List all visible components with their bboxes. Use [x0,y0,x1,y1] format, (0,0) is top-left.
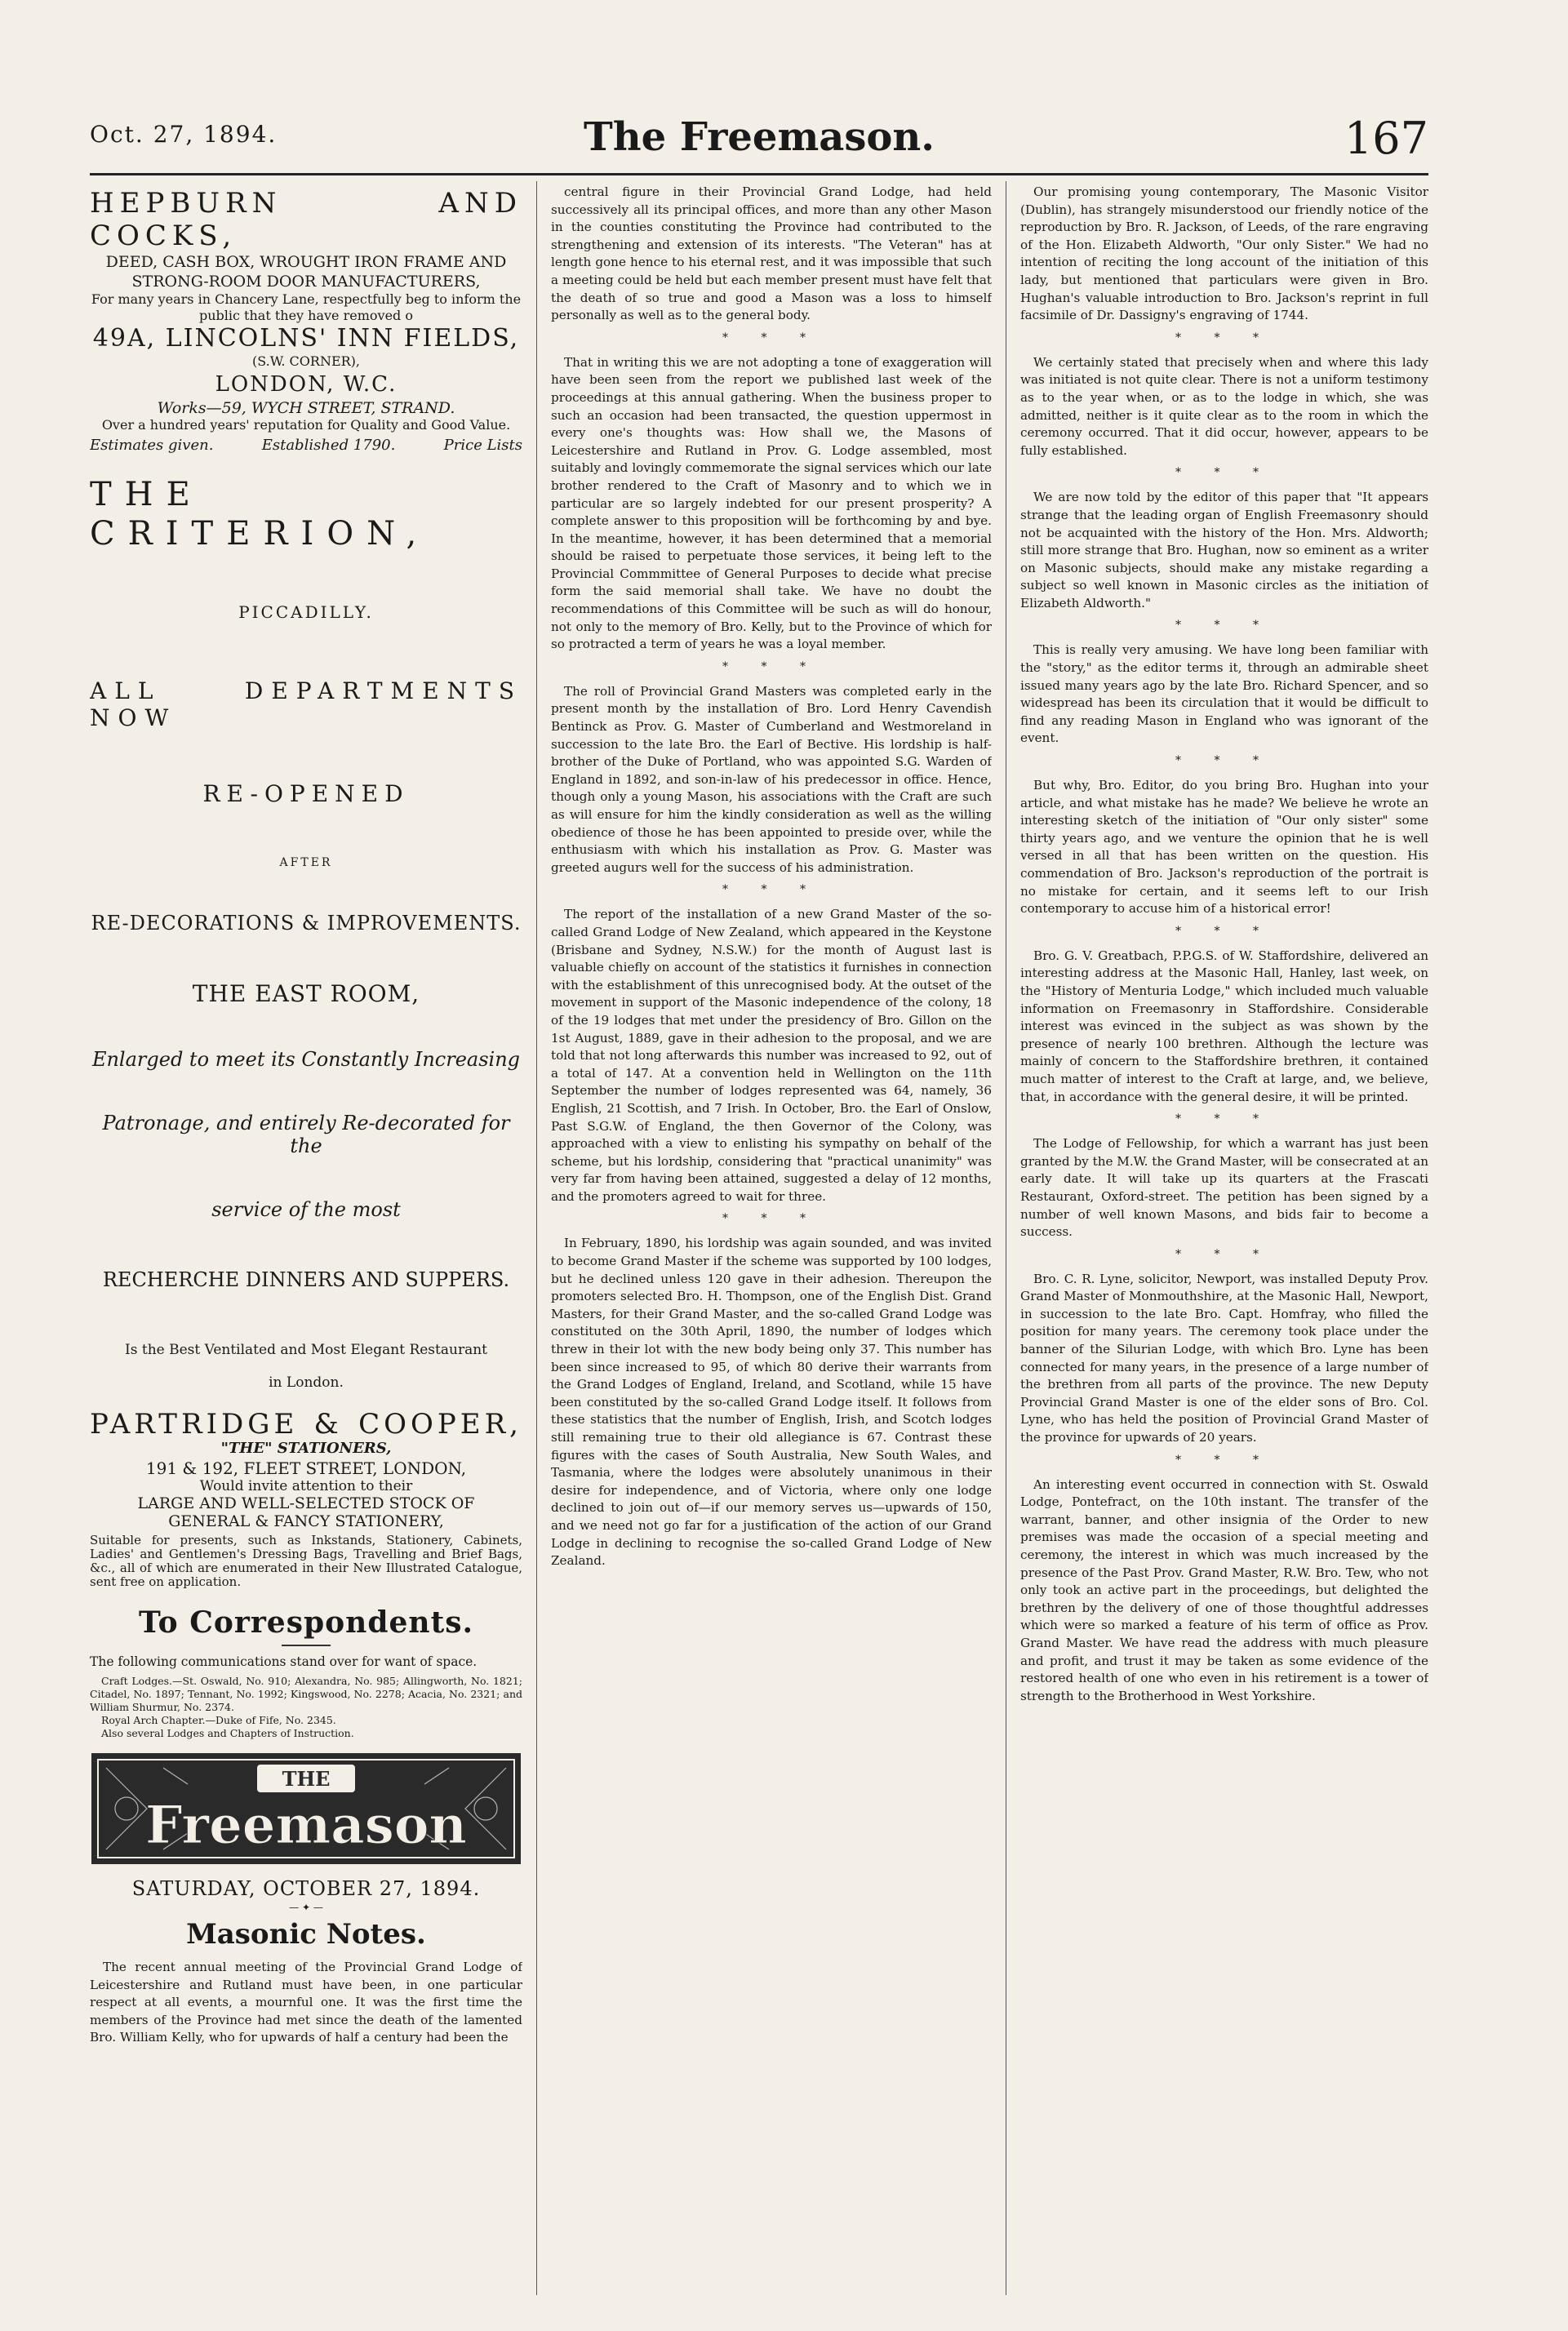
page-number: 167 [1344,113,1428,164]
ad-address: 49A, LINCOLNS' INN FIELDS, [92,324,520,353]
section-separator: * * * [1175,331,1273,344]
paragraph: The Lodge of Fellowship, for which a warrant has just been granted by the M.W. the Grand Master, will be consecrated at an early date. It will take up its quarters at the Frascati Restaurant, Oxford-street. The petition has been signed by a number of well known Masons, and bids fair to become a success. [1020,1136,1428,1240]
paragraph: We certainly stated that precisely when and where this lady was initiated is not quite clear. There is not a uniform testimony as to the year when, or as to the lodge in which, she was admitted, neither is it quite clear as to the room in which the ceremony occurred. That it did occur, however, appears to be fully established. [1020,354,1428,458]
ad-line: Is the Best Ventilated and Most Elegant Restaurant [125,1342,487,1358]
masthead-rule [90,173,1428,175]
ad-line: RE-DECORATIONS & IMPROVEMENTS. [91,912,522,935]
ad-title: PARTRIDGE & COOPER, [90,1408,522,1441]
ad-body: Suitable for presents, such as Inkstands, Stationery, Cabinets, Ladies' and Gentlemen's Dressing Bags, Travelling and Brief Bags, &c., all of which are enumerated in their New Illustrated Catalogue, sent free on application. [90,1533,522,1589]
ad-line: RE-OPENED [202,780,410,807]
paragraph: central figure in their Provincial Grand Lodge, had held successively all its principal offices, and more than any other Mason in the counties constituting the Province had contributed to the strengthening and extension of its interests. "The Veteran" has at length gone hence to his eternal rest, and it was impossible that such a meeting could be held but each member present must have felt that the death of so true and good a Mason was a loss to himself personally as well as to the general body. [551,184,992,323]
divider: — ✦ — [289,1902,323,1913]
section-separator: * * * [1175,1112,1273,1126]
ad-line: "THE" STATIONERS, [220,1440,392,1457]
issue-date-header: Oct. 27, 1894. [90,121,278,148]
ad-line: AFTER [279,856,333,869]
section-separator: * * * [722,883,820,897]
paragraph: Bro. C. R. Lyne, solicitor, Newport, was installed Deputy Prov. Grand Master of Monmouthshire, at the Masonic Hall, Newport, in succession to the late Bro. Capt. Homfray, who filled the position for many years. The ceremony took place under the banner of the Silurian Lodge, with which Bro. Lyne has been connected for many years, in the presence of a large number of the brethren from all parts of the province. The new Deputy Provincial Grand Master is one of the elder sons of Bro. Col. Lyne, who has held the position of Provincial Grand Master of the province for upwards of 20 years. [1020,1271,1428,1445]
ad-line: service of the most [211,1198,401,1221]
ad-line: in London. [269,1374,344,1391]
paragraph: The recent annual meeting of the Provincial Grand Lodge of Leicestershire and Rutland must have been, in one particular respect at all events, a mournful one. It was the first time the members of the Province had met since the death of the lamented Bro. William Kelly, who for upwards of half a century had been the [90,1960,522,2045]
ad-prices: Price Lists [443,437,522,454]
logo-the: THE [282,1767,331,1791]
ad-line: PICCADILLY. [238,602,374,622]
hepburn-advertisement [90,187,522,454]
ad-address: 191 & 192, FLEET STREET, LONDON, [145,1459,467,1478]
column-2 [551,184,992,2298]
ad-estimates: Estimates given. [90,437,214,454]
correspondents-also: Also several Lodges and Chapters of Instruction. [101,1727,354,1739]
correspondents-royal-arch: Royal Arch Chapter.—Duke of Fife, No. 2345. [101,1714,336,1726]
paragraph: In February, 1890, his lordship was again sounded, and was invited to become Grand Master if the scheme was supported by 100 lodges, but he declined unless 120 gave in their adhesion. Thereupon the promoters selected Bro. H. Thompson, one of the English Dist. Grand Masters, for their Grand Master, and the so-called Grand Lodge was constituted on the 30th April, 1890, the number of lodges which threw in their lot with the new body being only 37. This number has been since increased to 95, of which 80 derive their warrants from the Grand Lodges of England, Ireland, and Scotland, while 15 have been constituted by the so-called Grand Lodge itself. It follows from these statistics that the number of English, Irish, and Scotch lodges still remaining true to their old allegiance is 67. Contrast these figures with the cases of South Australia, New South Wales, and Tasmania, where the lodges were absolutely unanimous in their desire for independence, and of Victoria, where only one lodge declined to join out of—if our memory serves us—upwards of 150, and we need not go far for a justification of the action of our Grand Lodge in declining to recognise the so-called Grand Lodge of New Zealand. [551,1236,992,1569]
masonic-notes-intro [90,1959,522,2047]
column-1 [90,184,522,2306]
paragraph: This is really very amusing. We have long been familiar with the "story," as the editor terms it, through an admirable sheet issued many years ago by the late Bro. Richard Spencer, and so widespread has been its circulation that it would be difficult to find any reading Mason in England who was ignorant of the event. [1020,642,1428,746]
ad-line: Enlarged to meet its Constantly Increasing [91,1048,521,1071]
ad-line: ALL DEPARTMENTS NOW [90,677,522,731]
paragraph: The report of the installation of a new Grand Master of the so-called Grand Lodge of New Zealand, which appeared in the Keystone (Brisbane and Sydney, N.S.W.) for the month of August last is valuable chiefly on account of the statistics it furnishes in connection with the establishment of this unrecognised body. At the outset of the movement in support of the Masonic independence of the colony, 18 of the 19 lodges that met under the presidency of Bro. Gillon on the 1st August, 1889, gave in their adhesion to the proposal, and we are told that not long afterwards this number was increased to 92, out of a total of 147. At a convention held in Wellington on the 11th September the number of lodges represented was 64, namely, 36 English, 21 Scottish, and 7 Irish. In October, Bro. the Earl of Onslow, Past S.G.W. of England, the then Governor of the Colony, was approached with a view to enlisting his sympathy on behalf of the scheme, but his lordship, considering that "practical unanimity" was very far from having been attained, suggested a delay of 12 months, and the promoters agreed to wait for three. [551,907,992,1204]
ad-works: Works—59, WYCH STREET, STRAND. [157,399,455,417]
ad-footer-row [90,437,522,454]
partridge-advertisement [90,1409,522,1589]
freemason-logo [90,1752,522,1866]
paragraph: That in writing this we are not adopting a tone of exaggeration will have been seen from the report we published last week of the proceedings at this annual gathering. When the business proper to such an occasion had been transacted, the question uppermost in every one's thoughts was: How shall we, the Masons of Leicestershire and Rutland in Prov. G. Lodge assembled, most suitably and lovingly commemorate the signal services which our late brother rendered to the Craft of Masonry and to which we in particular are so largely indebted for our present prosperity? A complete answer to this proposition will be forthcoming by and bye. In the meantime, however, it has been determined that a memorial should be raised to perpetuate those services, it being left to the Provincial Commmittee of General Purposes to decide what precise form the said memorial shall take. We have no doubt the recommendations of this Committee will be such as will do honour, not only to the memory of Bro. Kelly, but to the Province of which for so protracted a term of years he was a loyal member. [551,354,992,652]
ad-line: Patronage, and entirely Re-decorated for the [102,1112,510,1157]
section-separator: * * * [1175,466,1273,480]
ad-line: For many years in Chancery Lane, respectfully beg to inform the public that they have removed o [91,291,522,323]
section-heading: Masonic Notes. [186,1918,426,1951]
logo-name: Freemason [145,1795,467,1856]
column-divider [536,181,537,2295]
issue-date: SATURDAY, OCTOBER 27, 1894. [131,1877,481,1900]
correspondents-craft: Craft Lodges.—St. Oswald, No. 910; Alexandra, No. 985; Allingworth, No. 1821; Citadel, No. 1897; Tennant, No. 1992; Kingswood, No. 2278; Acacia, No. 2321; and William Shurmur, No. 2374. [90,1675,522,1713]
paragraph: An interesting event occurred in connection with St. Oswald Lodge, Pontefract, on the 10th instant. The transfer of the warrant, banner, and other insignia of the Order to new premises was made the occasion of a special meeting and ceremony, the interest in which was much increased by the presence of the Past Prov. Grand Master, R.W. Bro. Tew, who not only took an active part in the proceedings, but delighted the brethren by the delivery of one of those thoughtful addresses which were so marked a feature of his term of office as Prov. Grand Master. We have read the address with much pleasure and profit, and trust it may be taken as some evidence of the restored health of one who even in his retirement is a tower of strength to the Brotherhood in West Yorkshire. [1020,1476,1428,1703]
ad-line: LARGE AND WELL-SELECTED STOCK OF [137,1494,475,1512]
ad-established: Established 1790. [261,437,396,454]
section-separator: * * * [1175,924,1273,938]
column-3 [1020,184,1428,2298]
section-separator: * * * [1175,1247,1273,1261]
section-separator: * * * [722,659,820,673]
section-separator: * * * [1175,619,1273,633]
ad-line: Over a hundred years' reputation for Quality and Good Value. [101,417,511,433]
paragraph: Bro. G. V. Greatbach, P.P.G.S. of W. Staffordshire, delivered an interesting address at the Masonic Hall, Hanley, last week, on the "History of Menturia Lodge," which included much valuable information on Freemasonry in Staffordshire. Considerable interest was evinced in the subject as was shown by the presence of nearly 100 brethren. Although the lecture was mainly of concern to the Staffordshire brethren, it contained much matter of interest to the Craft at large, and, we believe, that, in accordance with the general desire, it will be printed. [1020,948,1428,1104]
correspondents-section [90,1605,522,1740]
ad-line: DEED, CASH BOX, WROUGHT IRON FRAME AND [105,253,507,271]
divider [282,1645,331,1646]
paragraph: We are now told by the editor of this paper that "It appears strange that the leading organ of English Freemasonry should not be acquainted with the history of the Hon. Mrs. Aldworth; still more strange that Bro. Hughan, now so eminent as a writer on Masonic subjects, should make any mistake regarding a subject so well known in Masonic circles as the initiation of Elizabeth Aldworth." [1020,490,1428,610]
section-separator: * * * [1175,1453,1273,1467]
section-separator: * * * [722,331,820,344]
ad-line: THE EAST ROOM, [192,980,420,1007]
correspondents-intro: The following communications stand over for want of space. [90,1654,478,1669]
ad-title: THE CRITERION, [90,476,430,553]
ad-line: GENERAL & FANCY STATIONERY, [168,1512,444,1530]
section-heading: To Correspondents. [138,1605,473,1640]
ad-line: (S.W. CORNER), [252,353,360,369]
section-separator: * * * [722,1212,820,1226]
section-separator: * * * [1175,754,1273,768]
masthead [90,114,1428,171]
ad-line: STRONG-ROOM DOOR MANUFACTURERS, [131,273,481,291]
criterion-advertisement [90,475,522,1391]
ad-title: HEPBURN AND COCKS, [90,187,522,252]
paragraph: But why, Bro. Editor, do you bring Bro. Hughan into your article, and what mistake has he made? We believe he wrote an interesting sketch of the initiation of "Our only sister" some thirty years ago, and we venture the opinion that he is well versed in all that has been written on the question. His commendation of Bro. Jackson's reproduction of the portrait is no mistake for certain, and it seems left to our Irish contemporary to accuse him of a historical error! [1020,778,1428,917]
paragraph: Our promising young contemporary, The Masonic Visitor (Dublin), has strangely misunderstood our friendly notice of the reproduction by Bro. R. Jackson, of Leeds, of the rare engraving of the Hon. Elizabeth Aldworth, "Our only Sister." We had no intention of reciting the long account of the initiation of this lady, but mentioned that particulars were given in Bro. Hughan's valuable introduction to Bro. Jackson's reprint in full facsimile of Dr. Dassigny's engraving of 1744. [1020,184,1428,323]
ad-line: RECHERCHE DINNERS AND SUPPERS. [102,1268,510,1291]
newspaper-title: The Freemason. [583,114,935,160]
paragraph: The roll of Provincial Grand Masters was completed early in the present month by the installation of Bro. Lord Henry Cavendish Bentinck as Prov. G. Master of Cumberland and Westmoreland in succession to the late Bro. the Earl of Bective. His lordship is half-brother of the Duke of Portland, who was appointed S.G. Warden of England in 1892, and son-in-law of his predecessor in office. Hence, though only a young Mason, his associations with the Craft are such as will ensure for him the kindly consideration as well as the willing obedience of those he has been appointed to preside over, while the enthusiasm with which his installation as Prov. G. Master was greeted augurs well for the success of his administration. [551,683,992,875]
ad-city: LONDON, W.C. [215,372,398,397]
ad-line: Would invite attention to their [199,1478,413,1494]
